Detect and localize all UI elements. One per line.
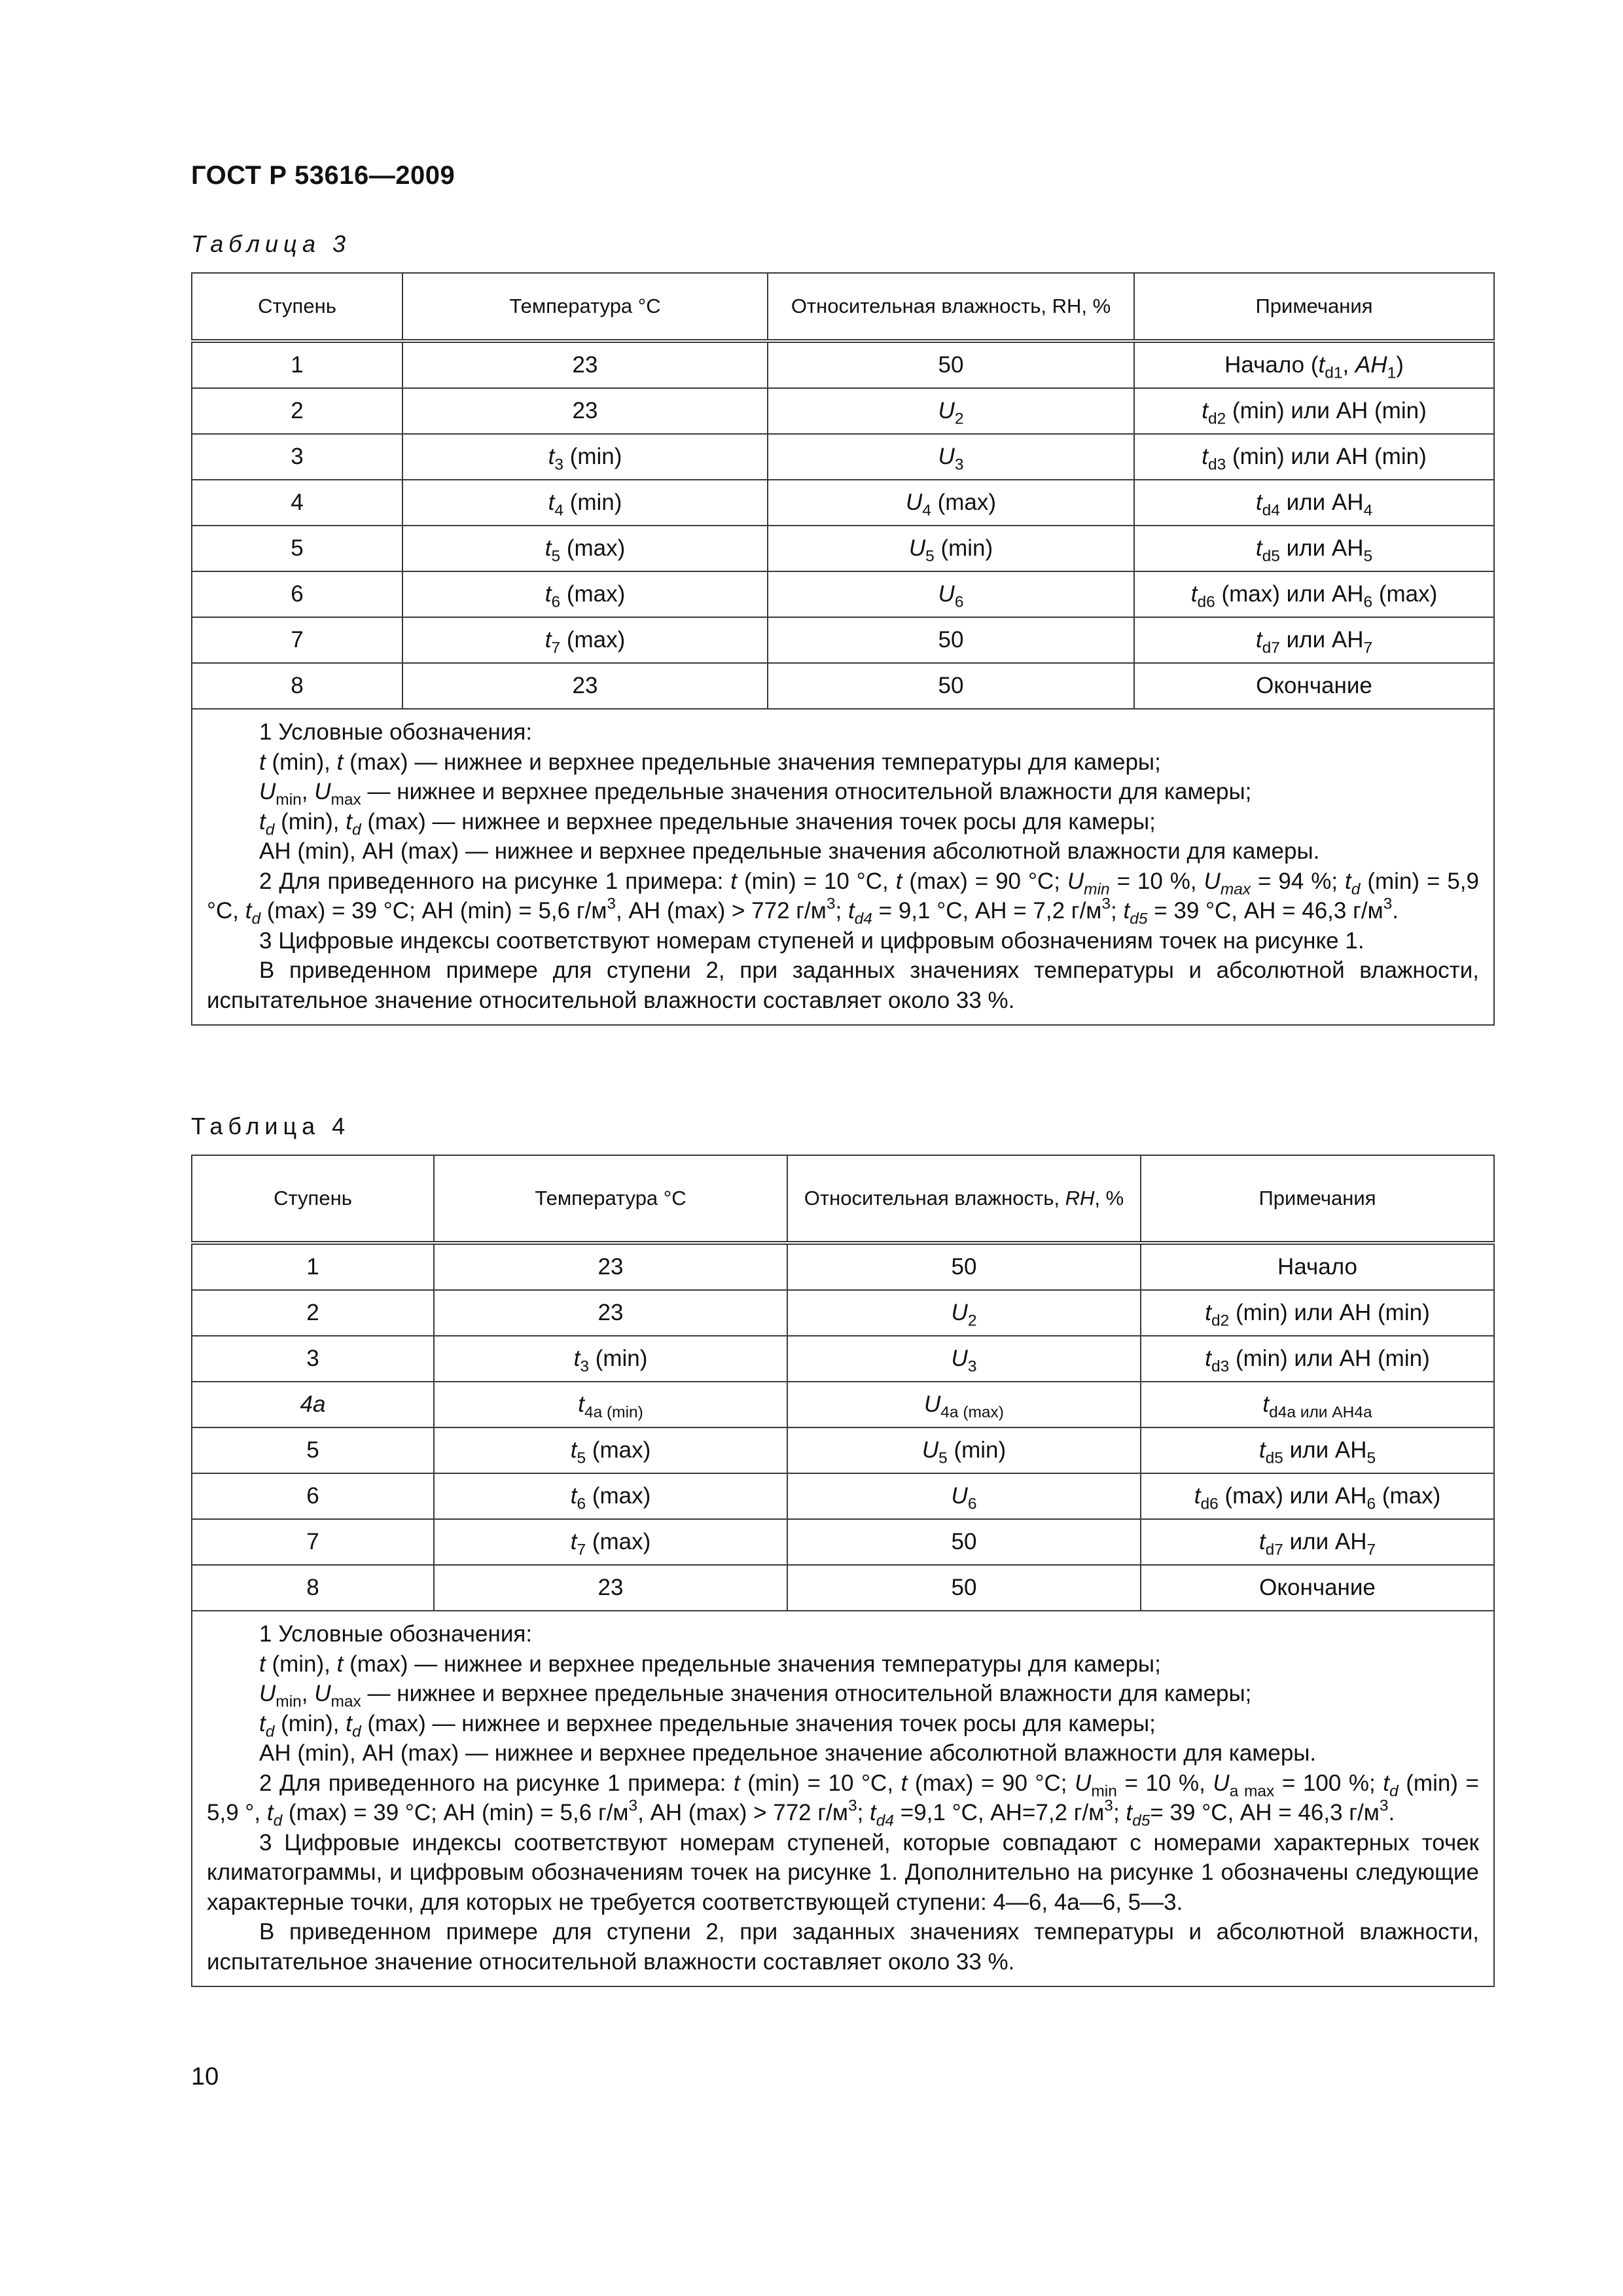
table-row [192,1519,1494,1565]
note-line: АН (min), АН (max) — нижнее и верхнее предельное значение абсолютной влажности для камеры. [259,1740,1317,1766]
cell-humidity: $U_3$ [768,434,1134,480]
cell-temperature: $t_{4a (min)}$ [434,1382,787,1427]
cell-notes: $t_{d5}$ или $АН_5$ [1141,1427,1494,1473]
note-line: $t_d$ (min), $t_d$ (max) — нижнее и верхнее предельные значения точек росы для камеры; [259,808,1156,839]
cell-notes: $t_{d7}$ или $АН_7$ [1134,617,1494,663]
cell-notes: $t_{d4}$ или $АН_4$ [1134,480,1494,526]
column-header-step: Ступень [192,1155,434,1243]
column-header-step: Ступень [192,273,402,341]
cell-step: 1 [192,1243,434,1290]
table-row [192,1336,1494,1382]
note-line: $t_d$ (min), $t_d$ (max) — нижнее и верхнее предельные значения точек росы для камеры; [259,1710,1156,1741]
table-row [192,1427,1494,1473]
cell-notes: $t_{d7}$ или $АН_7$ [1141,1519,1494,1565]
note-line: $U_{min}$, $U_{max}$ — нижнее и верхнее предельные значения относительной влажности для камеры; [259,779,1252,809]
note-line: $U_{min}$, $U_{max}$ — нижнее и верхнее предельные значения относительной влажности для камеры; [259,1681,1252,1711]
cell-notes: $t_{d6}$ (max) или $АН_6$ (max) [1134,571,1494,617]
table-4-caption: Таблица 4 [191,1113,351,1139]
cell-step: 3 [192,1336,434,1382]
cell-temperature: $t_7$ (max) [402,617,768,663]
note-line: 1 Условные обозначения: [259,1621,533,1647]
cell-step: 5 [192,1427,434,1473]
column-header-humidity: Относительная влажность, RH, % [787,1155,1141,1243]
cell-notes: Окончание [1141,1565,1494,1611]
cell-temperature: 23 [434,1565,787,1611]
cell-humidity: 50 [787,1519,1141,1565]
cell-step: 8 [192,1565,434,1611]
note-line: АН (min), АН (max) — нижнее и верхнее предельные значения абсолютной влажности для камеры. [259,838,1320,864]
cell-humidity: $U_2$ [787,1290,1141,1336]
table-row [192,434,1494,480]
cell-step: 2 [192,1290,434,1336]
cell-humidity: 50 [768,341,1134,388]
cell-temperature: $t_7$ (max) [434,1519,787,1565]
cell-temperature: $t_4$ (min) [402,480,768,526]
cell-humidity: $U_5$ (min) [768,526,1134,571]
cell-step: 2 [192,388,402,434]
cell-temperature: $t_3$ (min) [402,434,768,480]
table-3-notes [192,709,1494,1025]
note-line: 2 Для приведенного на рисунке 1 примера: t (min) = 10 °C, t (max) = 90 °C; $U_{min} = 10$ %, $U_{a max} = 100$ %; $t_d$ (min) = 5,9 °, $t_d$ (max) = 39 °C; АН (min) = 5,6 $г/м^3$, АН (max) > 772 $г/м^3$; $t_{d4} =9,1$ °C, АН=7,2 $г/м^3$; $t_{d5}= 39$ °C, АН = 46,3 $г/м^3$. [207,1770,1479,1830]
cell-humidity: $U_3$ [787,1336,1141,1382]
cell-step: 1 [192,341,402,388]
document-header: ГОСТ Р 53616—2009 [191,161,455,190]
cell-step: 8 [192,663,402,709]
cell-notes: Начало ($t_{d1}$, $AH_1$) [1134,341,1494,388]
cell-temperature: $t_5$ (max) [402,526,768,571]
column-header-notes: Примечания [1134,273,1494,341]
cell-notes: $t_{d4a или AH4a}$ [1141,1382,1494,1427]
cell-step: 7 [192,617,402,663]
cell-step: 5 [192,526,402,571]
cell-temperature: $t_5$ (max) [434,1427,787,1473]
cell-step: 6 [192,1473,434,1519]
note-line: t (min), t (max) — нижнее и верхнее предельные значения температуры для камеры; [259,1651,1161,1677]
column-header-temperature: Температура °C [402,273,768,341]
cell-notes: $t_{d6}$ (max) или $АН_6$ (max) [1141,1473,1494,1519]
cell-temperature: 23 [434,1243,787,1290]
cell-notes: $t_{d2}$ (min) или АН (min) [1141,1290,1494,1336]
cell-notes: Начало [1141,1243,1494,1290]
page-number: 10 [191,2063,219,2090]
table-3-caption: Таблица 3 [191,230,351,257]
cell-humidity: 50 [787,1243,1141,1290]
table-4 [191,1155,1495,1987]
table-notes-row [192,709,1494,1025]
table-row [192,480,1494,526]
cell-step: 6 [192,571,402,617]
table-row [192,526,1494,571]
table-row [192,1382,1494,1427]
cell-humidity: $U_4$ (max) [768,480,1134,526]
cell-step: 4 [192,480,402,526]
cell-notes: $t_{d3}$ (min) или АН (min) [1134,434,1494,480]
column-header-temperature: Температура °C [434,1155,787,1243]
cell-temperature: $t_3$ (min) [434,1336,787,1382]
cell-step: 4a [192,1382,434,1427]
cell-humidity: 50 [768,617,1134,663]
cell-temperature: 23 [402,341,768,388]
cell-humidity: 50 [787,1565,1141,1611]
cell-step: 3 [192,434,402,480]
note-line: t (min), t (max) — нижнее и верхнее предельные значения температуры для камеры; [259,749,1161,775]
note-line: В приведенном примере для ступени 2, при заданных значениях температуры и абсолютной влажности, испытательное значение относительной влажности составляет около 33 %. [207,1919,1479,1975]
table-row [192,663,1494,709]
note-line: 1 Условные обозначения: [259,719,533,745]
table-row [192,1473,1494,1519]
table-header-row [192,1155,1494,1243]
cell-temperature: 23 [434,1290,787,1336]
table-notes-row [192,1611,1494,1986]
table-row [192,571,1494,617]
note-line: В приведенном примере для ступени 2, при заданных значениях температуры и абсолютной влажности, испытательное значение относительной влажности составляет около 33 %. [207,958,1479,1013]
cell-humidity: $U_6$ [787,1473,1141,1519]
cell-temperature: 23 [402,388,768,434]
column-header-humidity: Относительная влажность, RH, % [768,273,1134,341]
cell-humidity: $U_6$ [768,571,1134,617]
table-row [192,388,1494,434]
note-line: 2 Для приведенного на рисунке 1 примера: t (min) = 10 °C, t (max) = 90 °C; $U_{min} = 10$ %, $U_{max} = 94$ %; $t_d$ (min) = 5,9 °C, $t_d$ (max) = 39 °C; АН (min) = 5,6 $г/м^3$, АН (max) > 772 $г/м^3$; $t_{d4} = 9,1$ °C, АН = 7,2 $г/м^3$; $t_{d5} = 39$ °C, АН = 46,3 $г/м^3$. [207,868,1479,928]
table-row [192,1290,1494,1336]
table-row [192,341,1494,388]
table-row [192,1565,1494,1611]
column-header-notes: Примечания [1141,1155,1494,1243]
cell-notes: Окончание [1134,663,1494,709]
cell-humidity: $U_{4a (max)}$ [787,1382,1141,1427]
cell-temperature: $t_6$ (max) [402,571,768,617]
cell-notes: $t_{d5}$ или $АН_5$ [1134,526,1494,571]
table-4-notes [192,1611,1494,1986]
table-3 [191,272,1495,1026]
note-line: 3 Цифровые индексы соответствуют номерам ступеней, которые совпадают с номерами характерных точек климатограммы, и цифровым обозначениям точек на рисунке 1. Дополнительно на рисунке 1 обозначены следующие характерные точки, для которых не требуется соответствующей ступени: 4—6, 4a—6, 5—3. [207,1829,1479,1915]
table-header-row [192,273,1494,341]
table-row [192,1243,1494,1290]
table-row [192,617,1494,663]
cell-humidity: 50 [768,663,1134,709]
cell-notes: $t_{d2}$ (min) или АН (min) [1134,388,1494,434]
cell-temperature: $t_6$ (max) [434,1473,787,1519]
cell-humidity: $U_5$ (min) [787,1427,1141,1473]
cell-humidity: $U_2$ [768,388,1134,434]
cell-temperature: 23 [402,663,768,709]
note-line: 3 Цифровые индексы соответствуют номерам ступеней и цифровым обозначениям точек на рисунке 1. [259,927,1364,954]
cell-step: 7 [192,1519,434,1565]
cell-notes: $t_{d3}$ (min) или АН (min) [1141,1336,1494,1382]
